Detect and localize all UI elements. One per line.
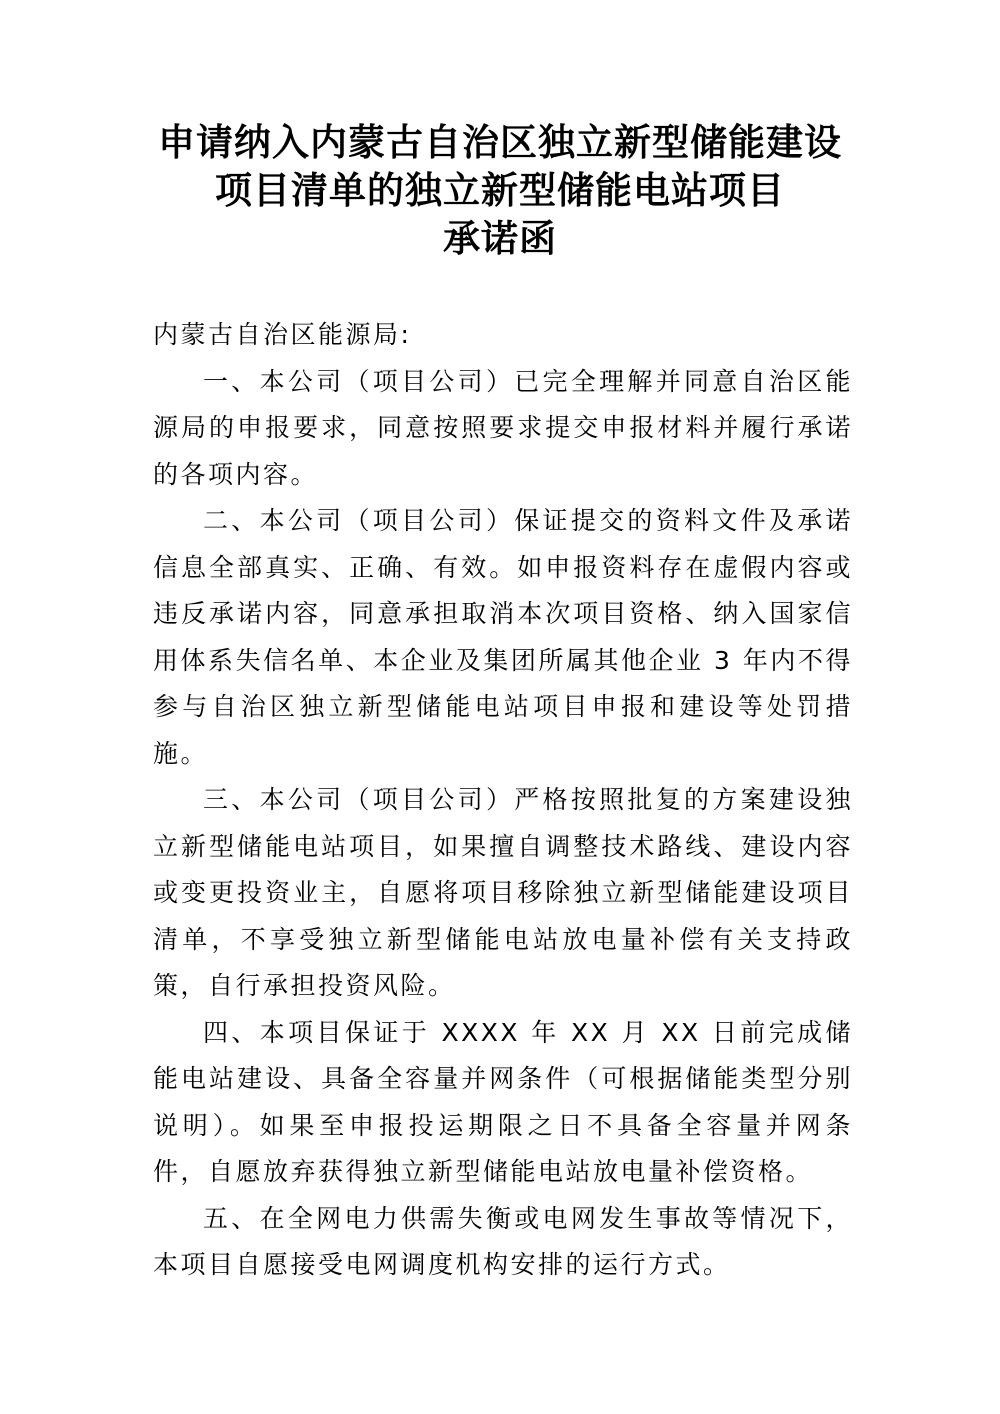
document-title <box>100 118 900 262</box>
salutation: 内蒙古自治区能源局: <box>153 320 412 349</box>
paragraph-2: 二、本公司（项目公司）保证提交的资料文件及承诺信息全部真实、正确、有效。如申报资料存在虚假内容或违反承诺内容，同意承担取消本次项目资格、纳入国家信用体系失信名单、本企业及集团所属其他企业 3 年内不得参与自治区独立新型储能电站项目申报和建设等处罚措施。 <box>153 506 853 768</box>
paragraph-1: 一、本公司（项目公司）已完全理解并同意自治区能源局的申报要求，同意按照要求提交申报材料并履行承诺的各项内容。 <box>153 366 853 489</box>
letter-body <box>153 312 853 1289</box>
title-line-2: 项目清单的独立新型储能电站项目 <box>215 168 785 212</box>
title-line-3: 承诺函 <box>443 216 557 260</box>
paragraph-5: 五、在全网电力供需失衡或电网发生事故等情况下，本项目自愿接受电网调度机构安排的运行方式。 <box>153 1203 853 1279</box>
paragraph-3: 三、本公司（项目公司）严格按照批复的方案建设独立新型储能电站项目，如果擅自调整技术路线、建设内容或变更投资业主，自愿将项目移除独立新型储能建设项目清单，不享受独立新型储能电站放电量补偿有关支持政策，自行承担投资风险。 <box>153 785 853 1000</box>
paragraph-4: 四、本项目保证于 XXXX 年 XX 月 XX 日前完成储能电站建设、具备全容量并网条件（可根据储能类型分别说明）。如果至申报投运期限之日不具备全容量并网条件，自愿放弃获得独立新型储能电站放电量补偿资格。 <box>153 1017 853 1186</box>
title-line-1: 申请纳入内蒙古自治区独立新型储能建设 <box>158 120 842 164</box>
